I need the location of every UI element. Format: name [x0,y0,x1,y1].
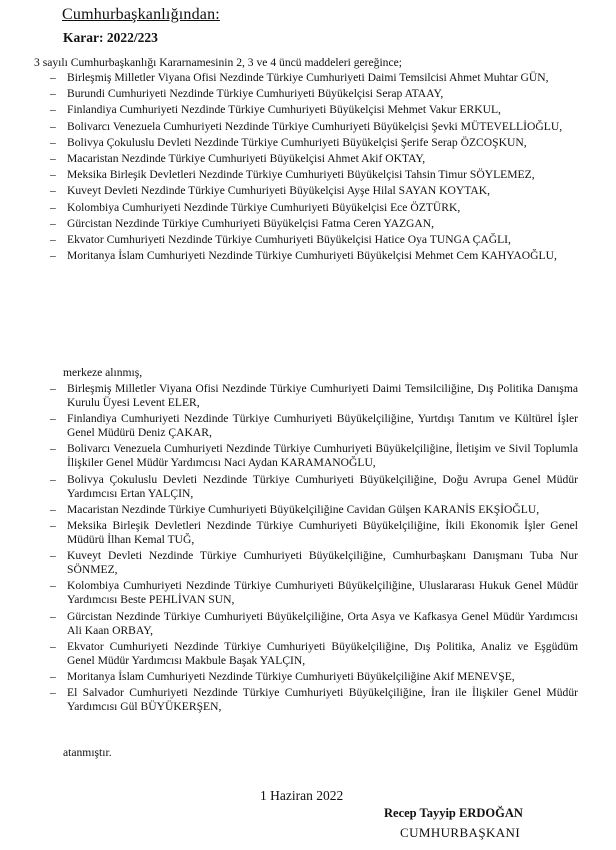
list-item: – Burundi Cumhuriyeti Nezdinde Türkiye Cumhuriyeti Büyükelçisi Serap ATAAY, [50,87,578,101]
list-item: – Bolivya Çokuluslu Devleti Nezdinde Türkiye Cumhuriyeti Büyükelçisi Şerife Serap ÖZCOŞKUN, [50,136,578,150]
list-item: – Moritanya İslam Cumhuriyeti Nezdinde Türkiye Cumhuriyeti Büyükelçisi Mehmet Cem KAHYAOĞLU, [50,249,578,263]
list-item: – Birleşmiş Milletler Viyana Ofisi Nezdinde Türkiye Cumhuriyeti Daimi Temsilcisi Ahmet Muhtar GÜN, [50,71,578,85]
atanmis-text: atanmıştır. [63,746,112,759]
list-item: – El Salvador Cumhuriyeti Nezdinde Türkiye Cumhuriyeti Büyükelçiliğine, İran ile İlişkiler Genel Müdür Yardımcısı Gül BÜYÜKERŞEN, [50,686,578,714]
list-item: – Kuveyt Devleti Nezdinde Türkiye Cumhuriyeti Büyükelçisi Ayşe Hilal SAYAN KOYTAK, [50,184,578,198]
list-item: – Bolivarcı Venezuela Cumhuriyeti Nezdinde Türkiye Cumhuriyeti Büyükelçiliğine, İletişim ve Sivil Toplumla İlişkiler Genel Müdür Yardımcısı Naci Aydan KARAMANOĞLU, [50,442,578,470]
list-item: – Ekvator Cumhuriyeti Nezdinde Türkiye Cumhuriyeti Büyükelçiliğine, Dış Politika, Analiz ve Eşgüdüm Genel Müdür Yardımcısı Makbule Başak YALÇIN, [50,640,578,668]
document-date: 1 Haziran 2022 [260,788,344,803]
list-item: – Meksika Birleşik Devletleri Nezdinde Türkiye Cumhuriyeti Büyükelçiliğine, İkili Ekonomik İşler Genel Müdürü İlhan Kemal TUĞ, [50,519,578,547]
list-item: – Kolombiya Cumhuriyeti Nezdinde Türkiye Cumhuriyeti Büyükelçisi Ece ÖZTÜRK, [50,201,578,215]
intro-paragraph: 3 sayılı Cumhurbaşkanlığı Kararnamesinin 2, 3 ve 4 üncü maddeleri gereğince; [34,56,402,69]
appointed-officials-list [50,382,578,716]
list-item: – Gürcistan Nezdinde Türkiye Cumhuriyeti Büyükelçisi Fatma Ceren YAZGAN, [50,217,578,231]
list-item: – Birleşmiş Milletler Viyana Ofisi Nezdinde Türkiye Cumhuriyeti Daimi Temsilciliğine, Dış Politika Danışma Kurulu Üyesi Levent ELER, [50,382,578,410]
list-item: – Finlandiya Cumhuriyeti Nezdinde Türkiye Cumhuriyeti Büyükelçisi Mehmet Vakur ERKUL, [50,103,578,117]
list-item: – Finlandiya Cumhuriyeti Nezdinde Türkiye Cumhuriyeti Büyükelçiliğine, Yurtdışı Tanıtım ve Kültürel İşler Genel Müdürü Deniz ÇAKAR, [50,412,578,440]
list-item: – Bolivarcı Venezuela Cumhuriyeti Nezdinde Türkiye Cumhuriyeti Büyükelçisi Şevki MÜTEVELLİOĞLU, [50,120,578,134]
list-item: – Meksika Birleşik Devletleri Nezdinde Türkiye Cumhuriyeti Büyükelçisi Tahsin Timur SÖYLEMEZ, [50,168,578,182]
decision-number: Karar: 2022/223 [63,30,158,45]
list-item: – Ekvator Cumhuriyeti Nezdinde Türkiye Cumhuriyeti Büyükelçisi Hatice Oya TUNGA ÇAĞLI, [50,233,578,247]
merkeze-text: merkeze alınmış, [63,366,143,379]
list-item: – Macaristan Nezdinde Türkiye Cumhuriyeti Büyükelçisi Ahmet Akif OKTAY, [50,152,578,166]
list-item: – Bolivya Çokuluslu Devleti Nezdinde Türkiye Cumhuriyeti Büyükelçiliğine, Doğu Avrupa Genel Müdür Yardımcısı Ertan YALÇIN, [50,473,578,501]
list-item: – Kuveyt Devleti Nezdinde Türkiye Cumhuriyeti Büyükelçiliğine, Cumhurbaşkanı Danışmanı Tuba Nur SÖNMEZ, [50,549,578,577]
signer-title: CUMHURBAŞKANI [400,825,521,840]
removed-officials-list [50,71,578,265]
issuer-header: Cumhurbaşkanlığından: [62,6,220,23]
list-item: – Kolombiya Cumhuriyeti Nezdinde Türkiye Cumhuriyeti Büyükelçiliğine, Uluslararası Hukuk Genel Müdür Yardımcısı Beste PEHLİVAN SUN, [50,579,578,607]
signer-name: Recep Tayyip ERDOĞAN [384,806,523,820]
list-item: – Moritanya İslam Cumhuriyeti Nezdinde Türkiye Cumhuriyeti Büyükelçiliğine Akif MENEVŞE, [50,670,578,684]
list-item: – Macaristan Nezdinde Türkiye Cumhuriyeti Büyükelçiliğine Cavidan Gülşen KARANİS EKŞİOĞLU, [50,503,578,517]
list-item: – Gürcistan Nezdinde Türkiye Cumhuriyeti Büyükelçiliğine, Orta Asya ve Kafkasya Genel Müdür Yardımcısı Ali Kaan ORBAY, [50,610,578,638]
